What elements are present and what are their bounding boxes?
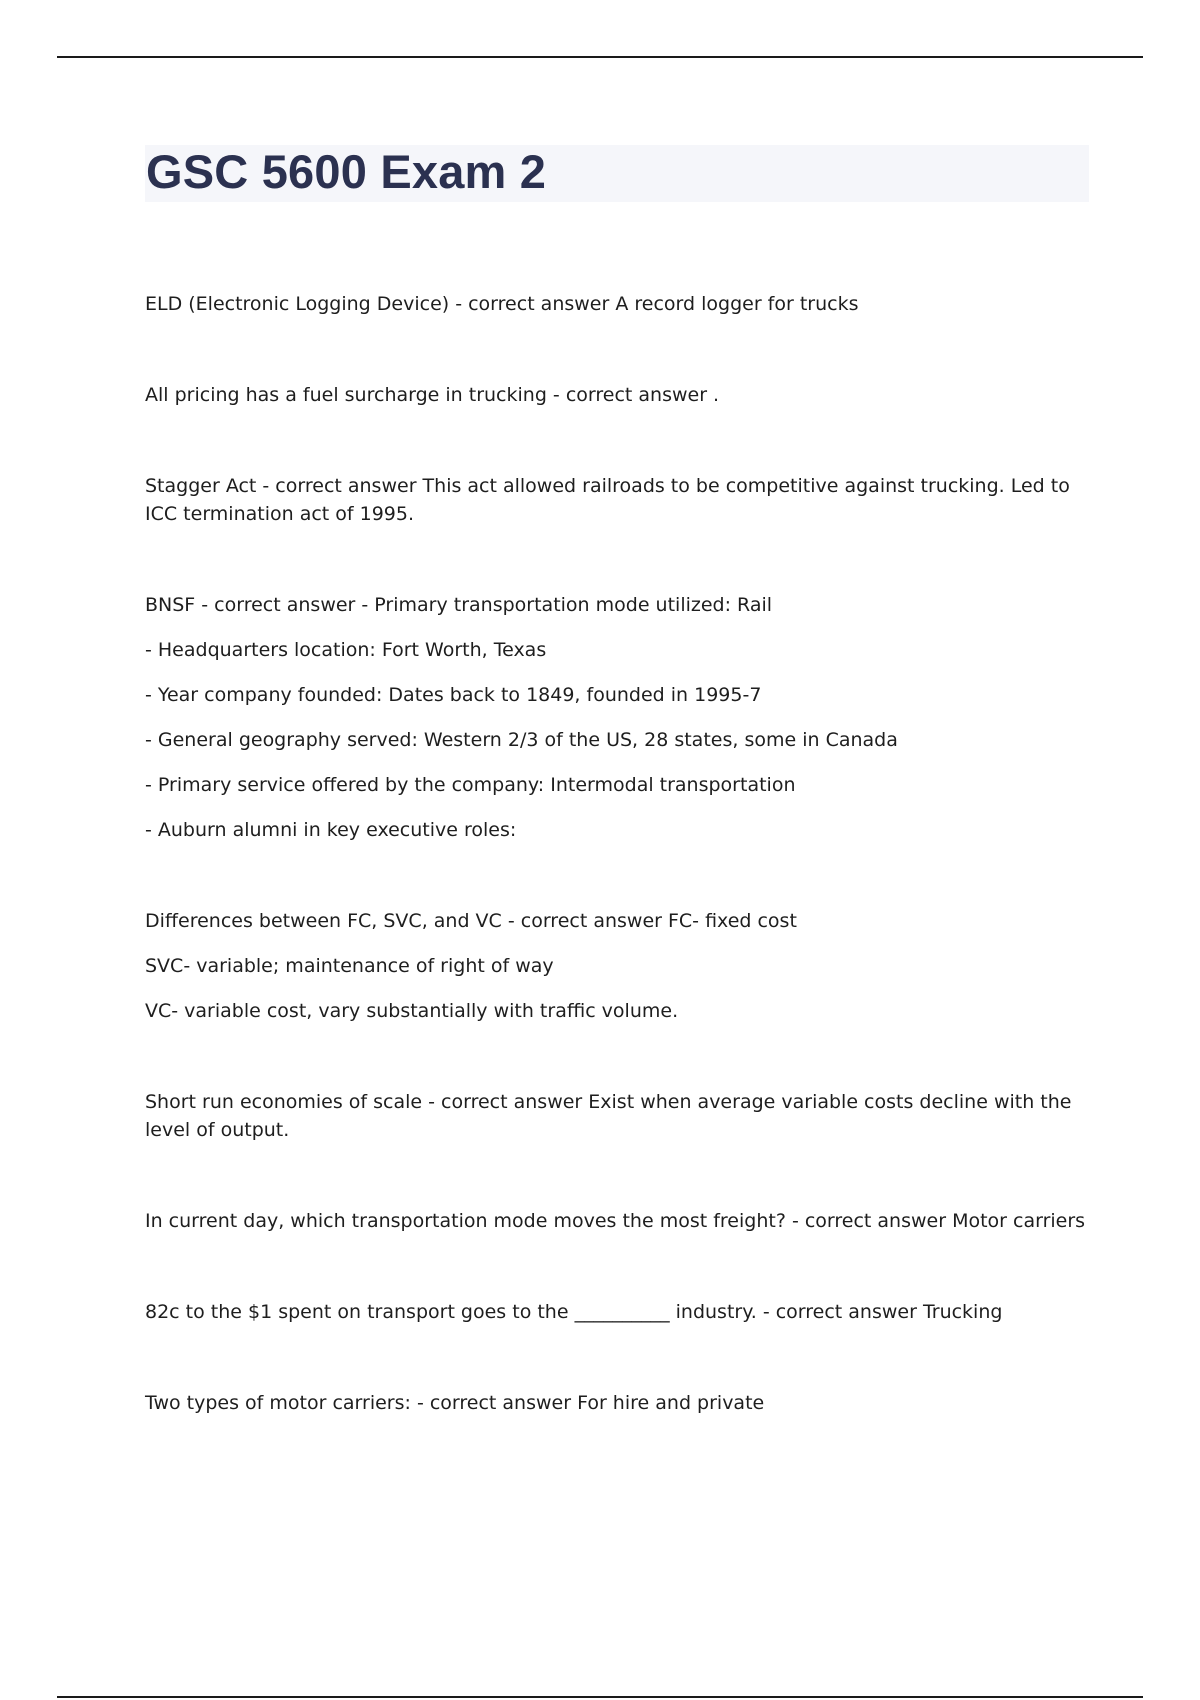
flashcard-line: BNSF - correct answer - Primary transportation mode utilized: Rail — [145, 594, 773, 616]
flashcard-line: Two types of motor carriers: - correct answer For hire and private — [145, 1392, 765, 1414]
top-rule — [57, 56, 1143, 58]
flashcard-item — [145, 1298, 1090, 1326]
flashcard-line: - Year company founded: Dates back to 1849, founded in 1995-7 — [145, 684, 762, 706]
flashcard-line: Differences between FC, SVC, and VC - correct answer FC- fixed cost — [145, 910, 797, 932]
flashcard-item — [145, 591, 1090, 844]
flashcard-line: - General geography served: Western 2/3 of the US, 28 states, some in Canada — [145, 729, 898, 751]
flashcard-item — [145, 1207, 1090, 1235]
flashcard-line: - Auburn alumni in key executive roles: — [145, 819, 517, 841]
flashcard-item — [145, 1389, 1090, 1417]
flashcard-item — [145, 381, 1090, 409]
flashcard-line: VC- variable cost, vary substantially with traffic volume. — [145, 1000, 679, 1022]
bottom-rule — [57, 1696, 1143, 1698]
flashcard-list — [145, 290, 1090, 1417]
flashcard-line: In current day, which transportation mode moves the most freight? - correct answer Motor carriers — [145, 1210, 1086, 1232]
flashcard-line: Short run economies of scale - correct answer Exist when average variable costs decline with the level of output. — [145, 1091, 1072, 1141]
flashcard-line: All pricing has a fuel surcharge in trucking - correct answer . — [145, 384, 720, 406]
flashcard-line: SVC- variable; maintenance of right of way — [145, 955, 554, 977]
document-title: GSC 5600 Exam 2 — [146, 145, 547, 198]
flashcard-item — [145, 472, 1090, 528]
flashcard-line: 82c to the $1 spent on transport goes to the __________ industry. - correct answer Trucking — [145, 1301, 1003, 1323]
flashcard-line: - Headquarters location: Fort Worth, Texas — [145, 639, 547, 661]
flashcard-line: Stagger Act - correct answer This act allowed railroads to be competitive against trucking. Led to ICC termination act of 1995. — [145, 475, 1070, 525]
flashcard-line: ELD (Electronic Logging Device) - correct answer A record logger for trucks — [145, 293, 859, 315]
flashcard-item — [145, 1088, 1090, 1144]
flashcard-item — [145, 907, 1090, 1025]
flashcard-line: - Primary service offered by the company: Intermodal transportation — [145, 774, 796, 796]
flashcard-item — [145, 290, 1090, 318]
